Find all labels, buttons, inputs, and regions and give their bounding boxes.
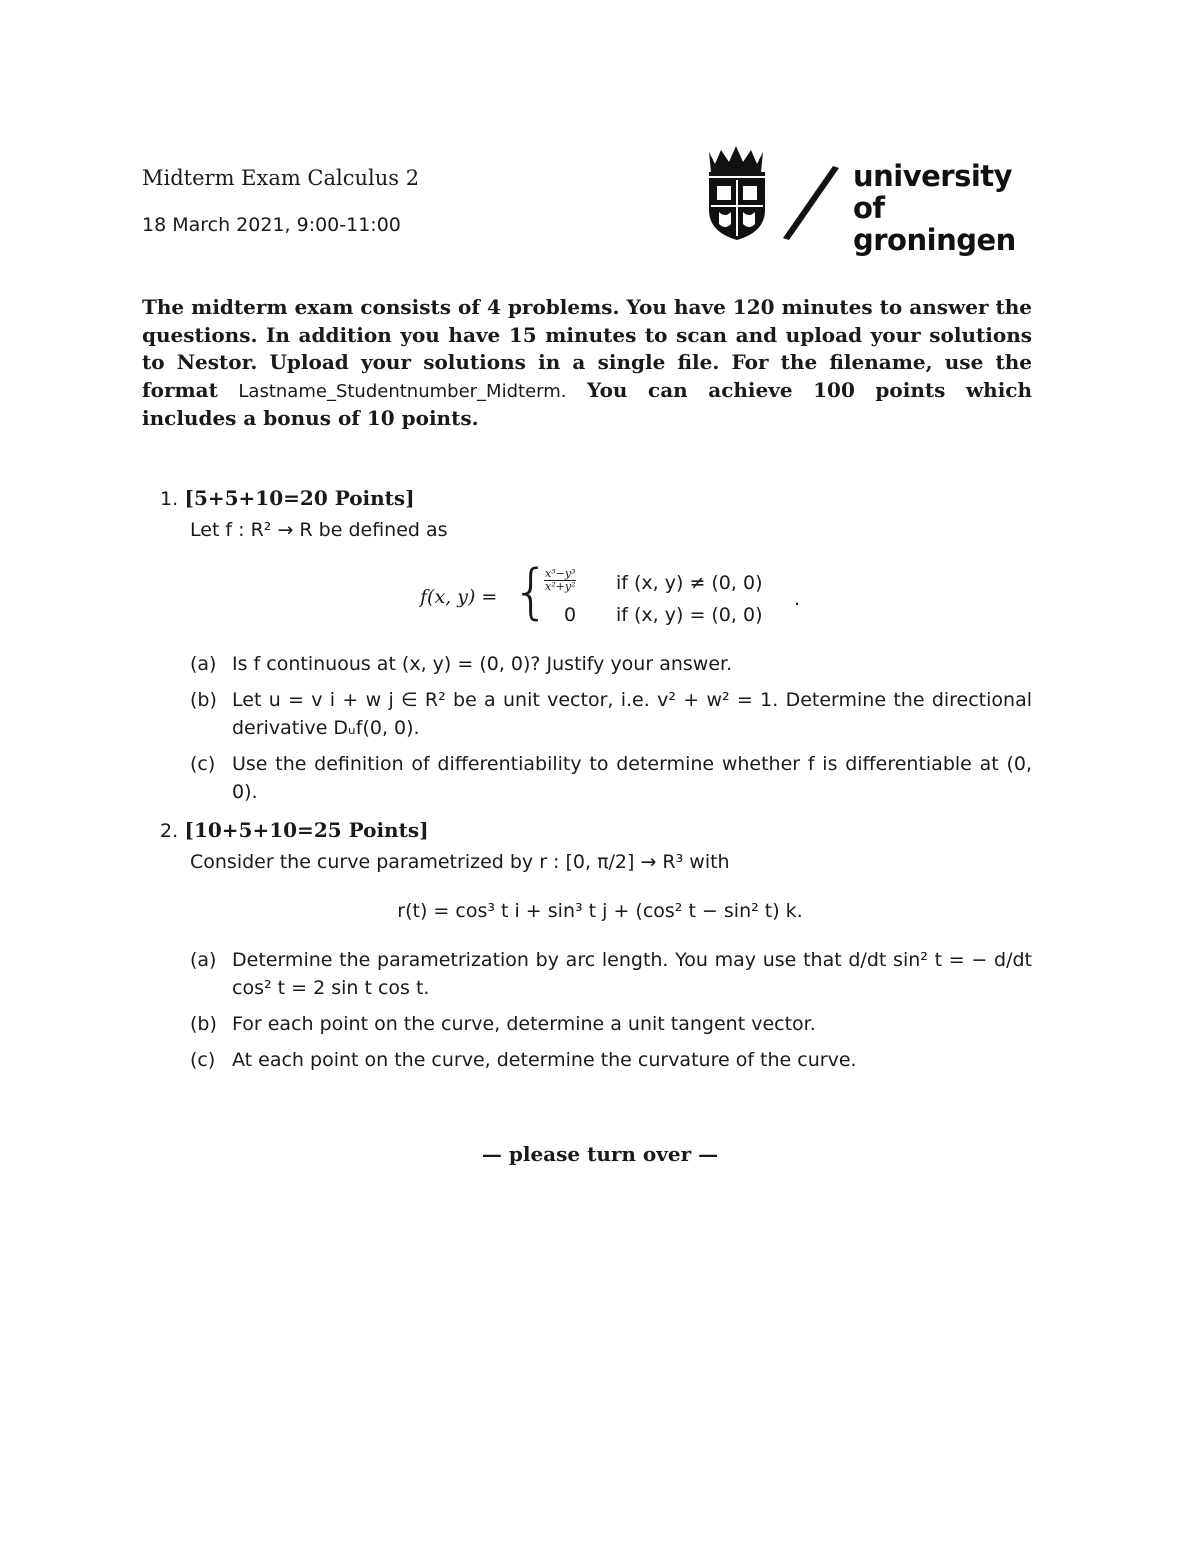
university-logo bbox=[703, 144, 1048, 257]
problem-1-lead: Let f : R² → R be defined as bbox=[190, 519, 448, 541]
problem-1-part-c: (c) Use the definition of differentiability to determine whether f is differentiable at (0, 0). bbox=[190, 753, 1032, 803]
problem-2-part-a: (a) Determine the parametrization by arc length. You may use that d/dt sin² t = − d/dt cos² t = 2 sin t cos t. bbox=[190, 949, 1032, 999]
filename-format: Lastname_Studentnumber_Midterm. bbox=[238, 380, 567, 402]
case1-fraction: $\frac{\text{x³−y³}}{\text{x²+y²}}$ bbox=[545, 567, 576, 593]
problem-1-definition: f(x, y) = { $\frac{\text{x³−y³}}{\text{x²+y²}}$ if (x, y) ≠ (0, 0) 0 if (x, y) = (0, 0) . bbox=[420, 557, 801, 627]
problem-2-part-c: (c) At each point on the curve, determine the curvature of the curve. bbox=[190, 1049, 857, 1071]
problem-2-heading: 2. [10+5+10=25 Points] bbox=[160, 818, 429, 842]
exam-instructions: The midterm exam consists of 4 problems. You have 120 minutes to answer the questions. In addition you have 15 minutes to scan and upload your solutions to Nestor. Upload your solutions in a single file. For the filename, use the format Lastname_Studentnumber_Midterm. You can achieve 100 points which includes a bonus of 10 points. bbox=[142, 295, 1033, 430]
problem-1-heading: 1. [5+5+10=20 Points] bbox=[160, 486, 415, 510]
problem-2-parts bbox=[160, 946, 1032, 1074]
exam-date: 18 March 2021, 9:00-11:00 bbox=[142, 214, 401, 236]
problem-1-parts bbox=[160, 650, 1032, 806]
turn-over-note: — please turn over — bbox=[481, 1142, 719, 1166]
problem-2-curve: r(t) = cos³ t i + sin³ t j + (cos² t − sin² t) k. bbox=[397, 900, 803, 922]
exam-title: Midterm Exam Calculus 2 bbox=[142, 166, 420, 190]
crest-icon bbox=[703, 144, 843, 244]
problem-2-lead: Consider the curve parametrized by r : [0, π/2] → R³ with bbox=[190, 851, 730, 873]
problem-1 bbox=[160, 486, 1032, 544]
logo-wordmark: university of groningen bbox=[853, 159, 1016, 257]
problem-1-part-b: (b) Let u = v i + w j ∈ R² be a unit vector, i.e. v² + w² = 1. Determine the directional derivative Dᵤf(0, 0). bbox=[190, 689, 1032, 739]
problem-2 bbox=[160, 818, 1032, 876]
problem-2-part-b: (b) For each point on the curve, determine a unit tangent vector. bbox=[190, 1013, 816, 1035]
problem-1-part-a: (a) Is f continuous at (x, y) = (0, 0)? Justify your answer. bbox=[190, 653, 733, 675]
left-brace: { bbox=[512, 557, 551, 627]
